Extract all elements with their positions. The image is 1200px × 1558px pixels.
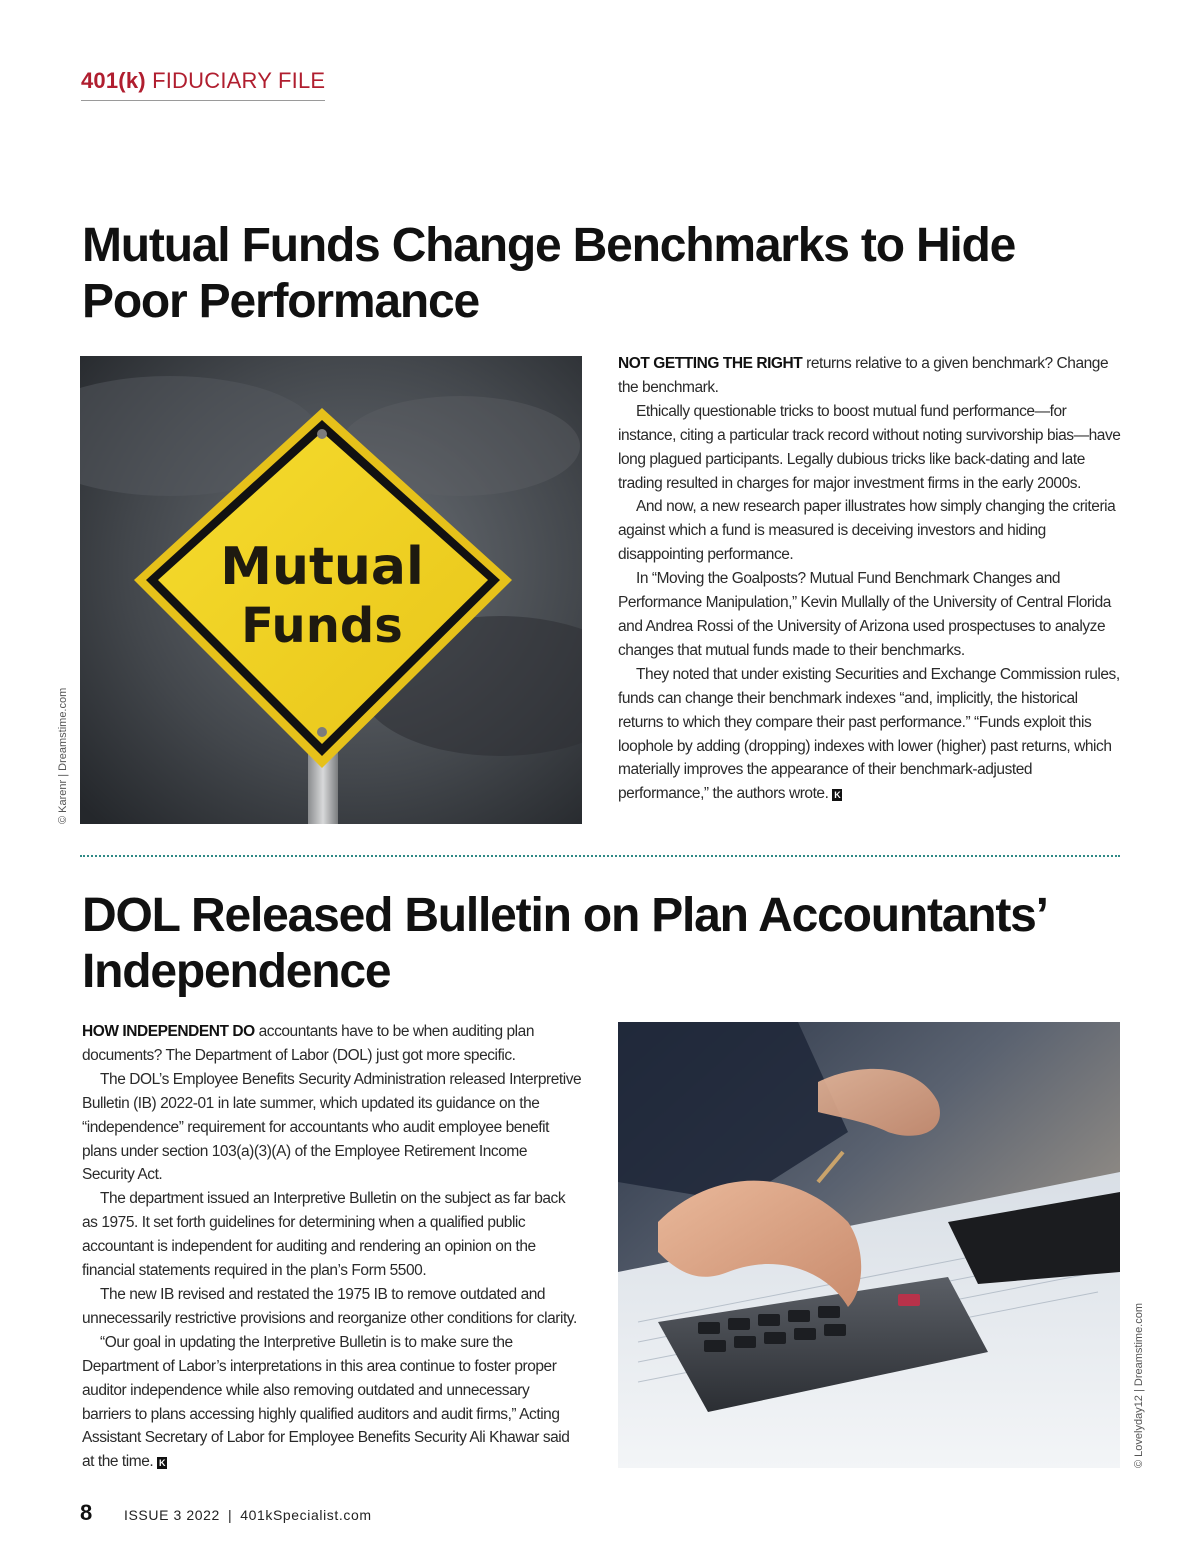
section-label-bold: 401(k)	[81, 68, 146, 93]
section-label-text: FIDUCIARY FILE	[152, 68, 326, 93]
site-link[interactable]: 401kSpecialist.com	[240, 1507, 372, 1523]
article2-lead-text: accountants have to be when auditing plan documents? The Department of Labor (DOL) just got more specific.	[82, 1023, 535, 1064]
article2-paragraph: The new IB revised and restated the 1975 IB to remove outdated and unnecessarily restrictive provisions and reorganize other conditions for clarity.	[82, 1285, 577, 1327]
article2-lead-paragraph	[82, 1020, 582, 1068]
article2-paragraph-last	[82, 1331, 582, 1474]
article1-body	[618, 352, 1123, 806]
article1-paragraph-text: They noted that under existing Securities and Exchange Commission rules, funds can change their benchmark indexes “and, implicitly, the historical returns to which they compare their past performance.” “Funds exploit this loophole by adding (dropping) indexes with lower (higher) past returns, which materially improves the appearance of their benchmark-adjusted performance,” the authors wrote.	[618, 665, 1120, 803]
article1-paragraph: Ethically questionable tricks to boost mutual fund performance—for instance, citing a particular track record without noting survivorship bias—have long plagued participants. Legally dubious tricks like back-dating and late trading resulted in charges for major investment firms in the early 2000s.	[618, 402, 1121, 492]
photo-credit-1: © Karenr | Dreamstime.com	[57, 687, 69, 824]
footer-separator: |	[227, 1507, 233, 1523]
sign-line-1: Mutual	[220, 537, 424, 597]
article1-lead-text: returns relative to a given benchmark? Change the benchmark.	[618, 355, 1109, 396]
end-mark-icon: K	[834, 790, 841, 801]
article2-paragraph: The DOL’s Employee Benefits Security Administration released Interpretive Bulletin (IB) 2022-01 in late summer, which updated its guidance on the “independence” requirement for accountants who audit employee benefit plans under section 103(a)(3)(A) of the Employee Retirement Income Security Act.	[82, 1070, 582, 1184]
article1-headline: Mutual Funds Change Benchmarks to Hide Poor Performance	[82, 219, 1016, 328]
footer-text	[124, 1507, 372, 1523]
article1-paragraph: In “Moving the Goalposts? Mutual Fund Benchmark Changes and Performance Manipulation,” Kevin Mullally of the University of Central Florida and Andrea Rossi of the University of Arizona used prospectuses to analyze changes that mutual funds made to their benchmarks.	[618, 570, 1111, 659]
mutual-funds-sign-photo	[80, 356, 582, 824]
article1-lead-paragraph	[618, 352, 1123, 400]
article1-lead-in: NOT GETTING THE RIGHT	[618, 355, 803, 372]
sign-line-2: Funds	[241, 598, 403, 654]
article1-paragraph-last	[618, 663, 1123, 806]
article2-paragraph-text: “Our goal in updating the Interpretive Bulletin is to make sure the Department of Labor’s interpretations in this area continue to foster proper auditor independence while also removing outdated and unnecessary barriers to plans accessing highly qualified auditors and audit firms,” Acting Assistant Secretary of Labor for Employee Benefits Security Ali Khawar said at the time.	[82, 1333, 570, 1471]
article2-paragraph: The department issued an Interpretive Bulletin on the subject as far back as 1975. It set forth guidelines for determining when a qualified public accountant is independent for auditing and rendering an opinion on the financial statements required in the plan’s Form 5500.	[82, 1190, 566, 1280]
section-divider	[80, 855, 1120, 857]
article2-body	[82, 1020, 582, 1474]
article2-lead-in: HOW INDEPENDENT DO	[82, 1023, 255, 1040]
article2-headline: DOL Released Bulletin on Plan Accountants’ Independence	[82, 889, 1046, 998]
end-mark-icon: K	[159, 1458, 166, 1469]
section-label	[81, 66, 325, 101]
photo-credit-2: © Lovelyday12 | Dreamstime.com	[1133, 1302, 1145, 1468]
issue-label: ISSUE 3 2022	[124, 1507, 220, 1523]
page-number: 8	[80, 1500, 93, 1525]
article1-paragraph: And now, a new research paper illustrates how simply changing the criteria against which a fund is measured is deceiving investors and hiding disappointing performance.	[618, 498, 1116, 564]
calculator-photo	[618, 1022, 1120, 1468]
